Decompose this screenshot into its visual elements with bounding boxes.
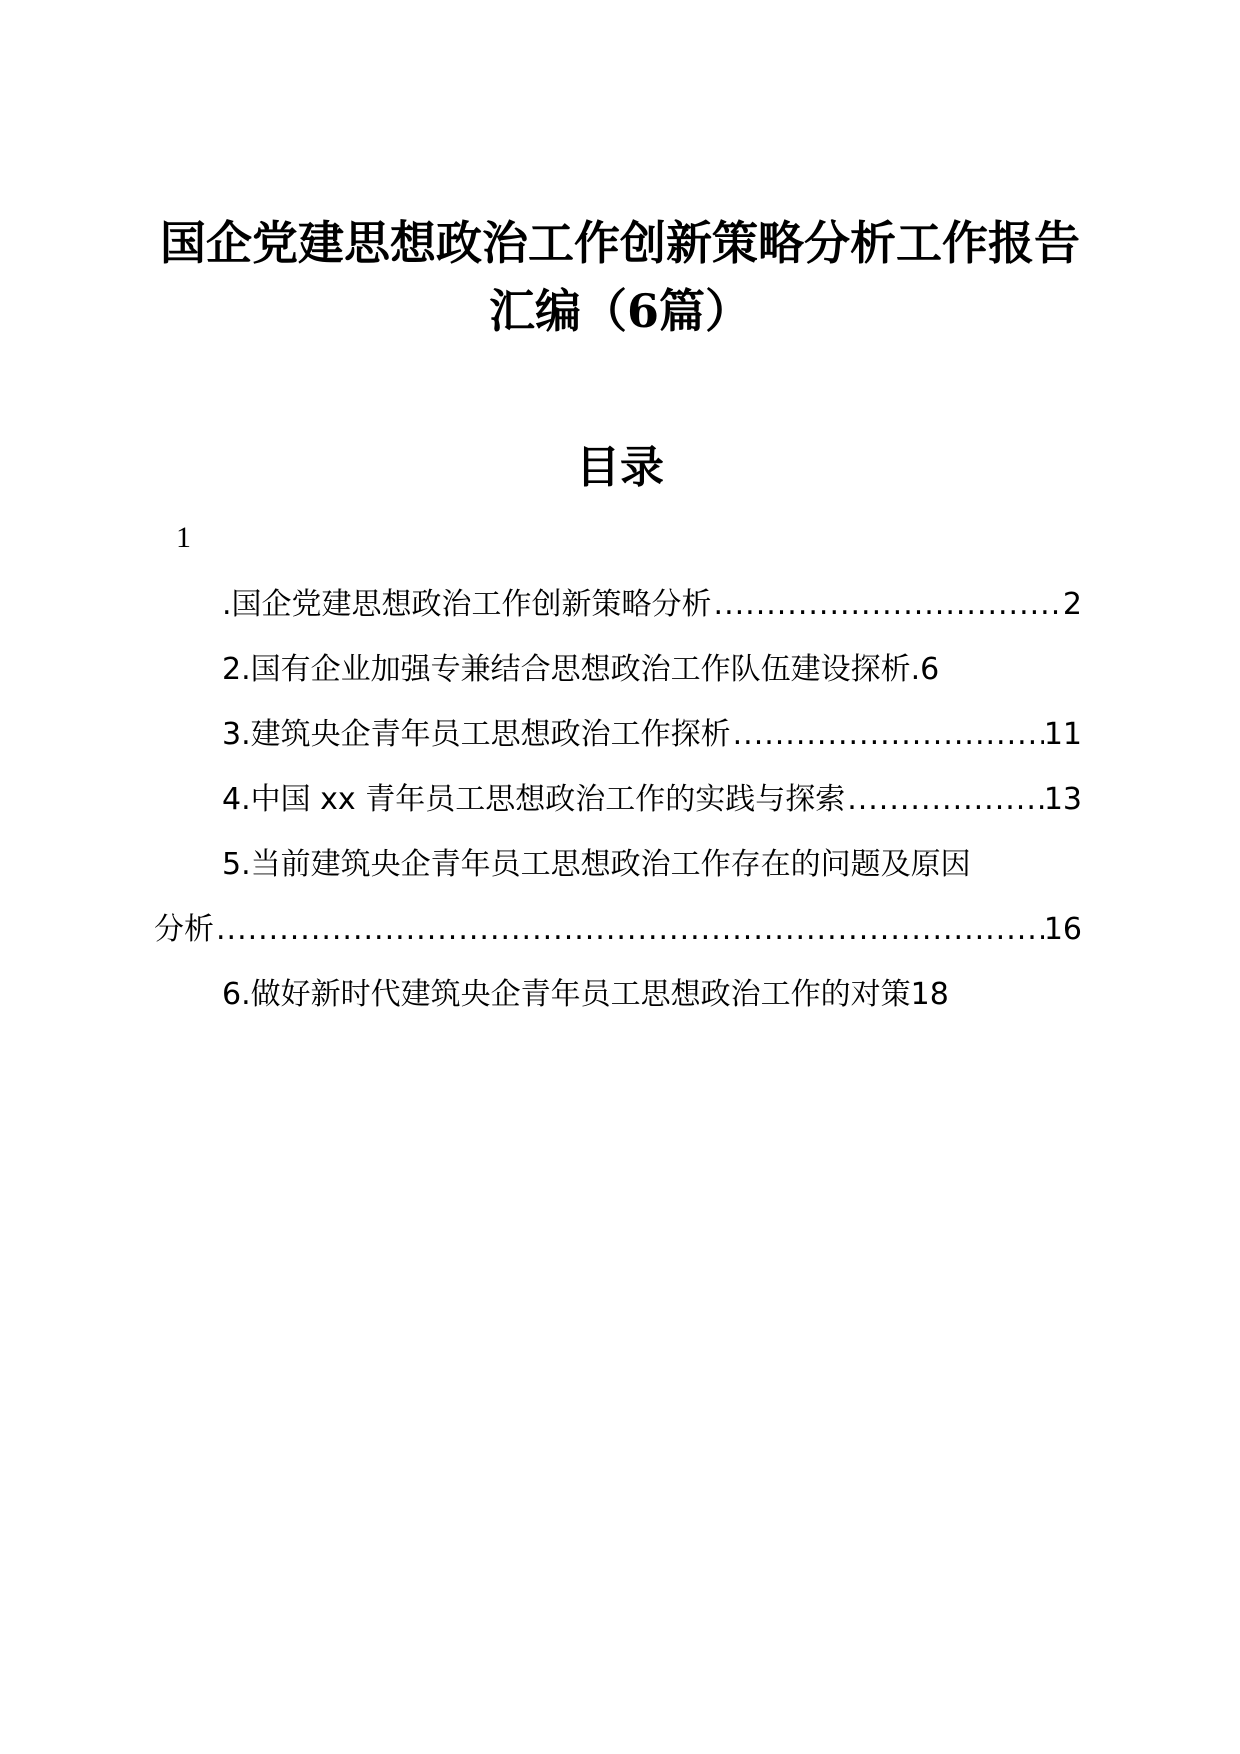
- table-of-contents: [154, 572, 1082, 1027]
- toc-item-title: 5.当前建筑央企青年员工思想政治工作存在的问题及原因: [222, 847, 971, 882]
- toc-item-1[interactable]: [154, 572, 1082, 637]
- document-title-line-1: 国企党建思想政治工作创新策略分析工作报告: [160, 216, 1080, 270]
- toc-item-title: .国企党建思想政治工作创新策略分析: [222, 587, 712, 622]
- toc-item-6[interactable]: [154, 962, 1082, 1027]
- toc-item-title: 4.中国 xx 青年员工思想政治工作的实践与探索: [222, 782, 846, 817]
- toc-leader-dots: [214, 897, 1044, 962]
- toc-marker: 1: [176, 521, 191, 554]
- toc-item-title: 6.做好新时代建筑央企青年员工思想政治工作的对策18: [222, 977, 949, 1012]
- toc-leader-dots: [731, 702, 1044, 767]
- toc-item-page: 13: [1043, 782, 1082, 817]
- toc-leader-dots: [845, 767, 1044, 832]
- toc-item-5[interactable]: [154, 832, 1082, 897]
- document-title-line-2: 汇编（6篇）: [488, 284, 751, 338]
- toc-item-page: 16: [1043, 912, 1082, 947]
- toc-item-page: 2: [1062, 587, 1082, 622]
- toc-item-title: 3.建筑央企青年员工思想政治工作探析: [222, 717, 731, 752]
- toc-item-page: 11: [1043, 717, 1082, 752]
- toc-leader-dots: [712, 572, 1063, 637]
- toc-heading: 目录: [576, 442, 664, 493]
- toc-item-title-continued: 分析: [154, 912, 214, 947]
- toc-item-4[interactable]: [154, 767, 1082, 832]
- toc-item-5-continued[interactable]: [154, 897, 1082, 962]
- toc-item-2[interactable]: [154, 637, 1082, 702]
- toc-item-title: 2.国有企业加强专兼结合思想政治工作队伍建设探析.6: [222, 652, 940, 687]
- toc-item-3[interactable]: [154, 702, 1082, 767]
